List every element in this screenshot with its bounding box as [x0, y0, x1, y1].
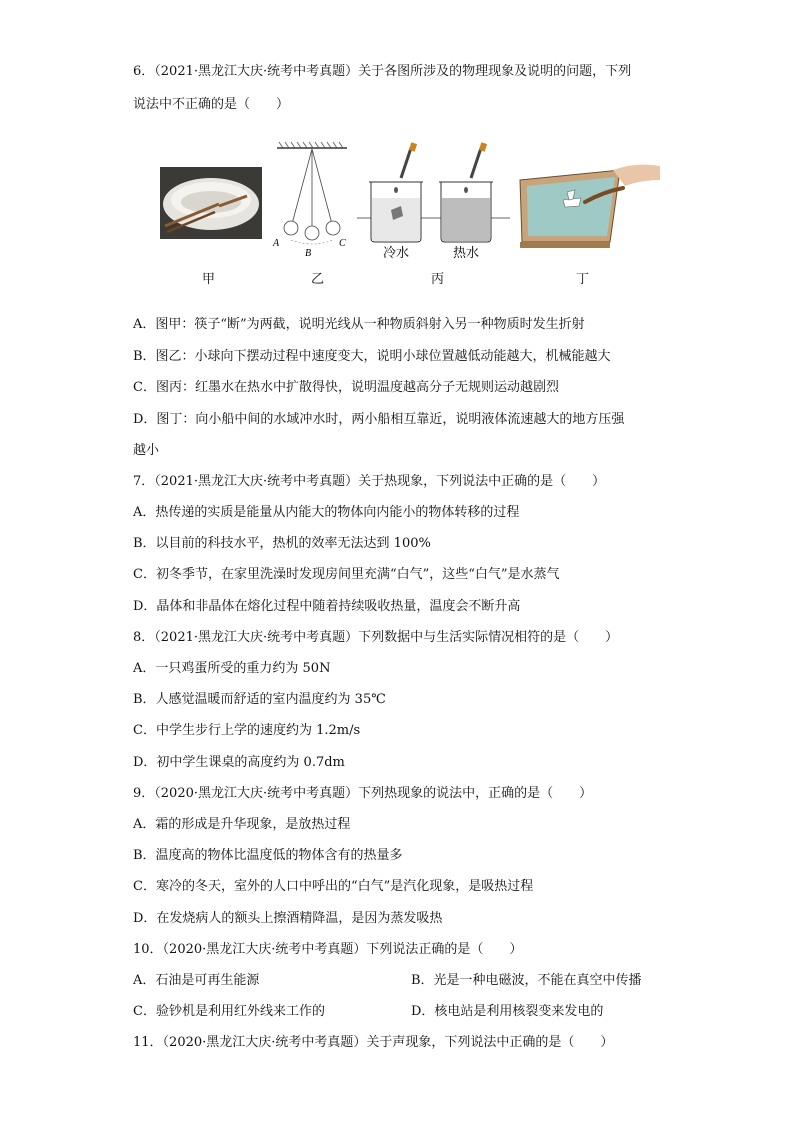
- pendulum-label-a: A: [273, 238, 280, 249]
- figure-caption-yi: 乙: [311, 272, 325, 287]
- q6-option-a: A．图甲：筷子“断”为两截，说明光线从一种物质斜射入另一种物质时发生折射: [133, 317, 585, 332]
- q10-options-row2: [133, 1002, 693, 1022]
- q10-options-row1: [133, 971, 693, 991]
- q9-option-d: D．在发烧病人的额头上擦酒精降温，是因为蒸发吸热: [133, 911, 443, 926]
- figure-ding-water-tank: [520, 165, 660, 248]
- q9-option-b: B．温度高的物体比温度低的物体含有的热量多: [133, 848, 403, 863]
- q8-option-b: B．人感觉温暖而舒适的室内温度约为 35℃: [133, 692, 386, 707]
- q9-option-a: A．霜的形成是升华现象，是放热过程: [133, 817, 351, 832]
- q6-stem-line1: 6．（2021·黑龙江大庆·统考中考真题）关于各图所涉及的物理现象及说明的问题，下列: [133, 64, 632, 79]
- q10-option-b: B．光是一种电磁波，不能在真空中传播: [411, 973, 642, 988]
- figure-jia-bowl-photo: [160, 167, 262, 239]
- q10-option-a: A．石油是可再生能源: [133, 973, 260, 988]
- q7-option-c: C．初冬季节，在家里洗澡时发现房间里充满“白气”，这些“白气”是水蒸气: [133, 567, 560, 582]
- figure-bing-beakers: [357, 142, 510, 261]
- q6-stem-line2: 说法中不正确的是（ ）: [133, 97, 290, 112]
- figure-caption-ding: 丁: [576, 272, 590, 287]
- q8-stem: 8．（2021·黑龙江大庆·统考中考真题）下列数据中与生活实际情况相符的是（ ）: [133, 630, 619, 645]
- pendulum-label-b: B: [305, 248, 312, 259]
- figure-caption-bing: 丙: [431, 272, 445, 287]
- q7-option-a: A．热传递的实质是能量从内能大的物体向内能小的物体转移的过程: [133, 505, 520, 520]
- q10-option-c: C．验钞机是利用红外线来工作的: [133, 1004, 325, 1019]
- q8-option-c: C．中学生步行上学的速度约为 1.2m/s: [133, 723, 361, 738]
- q8-option-d: D．初中学生课桌的高度约为 0.7dm: [133, 755, 345, 770]
- beaker-label-cold: 冷水: [383, 246, 410, 261]
- figure-yi-pendulum: [272, 142, 347, 259]
- figure-caption-jia: 甲: [202, 272, 216, 287]
- q6-option-d-line2: 越小: [133, 443, 160, 458]
- q11-stem: 11．（2020·黑龙江大庆·统考中考真题）关于声现象，下列说法中正确的是（ ）: [133, 1035, 614, 1050]
- q10-option-d: D．核电站是利用核裂变来发电的: [411, 1004, 604, 1019]
- pendulum-label-c: C: [339, 238, 346, 249]
- q8-option-a: A．一只鸡蛋所受的重力约为 50N: [133, 661, 331, 676]
- q6-option-d-line1: D．图丁：向小船中间的水域冲水时，两小船相互靠近，说明液体流速越大的地方压强: [133, 412, 625, 427]
- q6-figures: [155, 140, 675, 290]
- q10-stem: 10．（2020·黑龙江大庆·统考中考真题）下列说法正确的是（ ）: [133, 942, 523, 957]
- q6-option-c: C．图丙：红墨水在热水中扩散得快，说明温度越高分子无规则运动越剧烈: [133, 380, 559, 395]
- q7-option-b: B．以目前的科技水平，热机的效率无法达到 100%: [133, 536, 431, 551]
- q7-stem: 7．（2021·黑龙江大庆·统考中考真题）关于热现象，下列说法中正确的是（ ）: [133, 474, 606, 489]
- q6-option-b: B．图乙：小球向下摆动过程中速度变大，说明小球位置越低动能越大，机械能越大: [133, 349, 611, 364]
- beaker-label-hot: 热水: [453, 246, 480, 261]
- q7-option-d: D．晶体和非晶体在熔化过程中随着持续吸收热量，温度会不断升高: [133, 599, 521, 614]
- q9-stem: 9．（2020·黑龙江大庆·统考中考真题）下列热现象的说法中，正确的是（ ）: [133, 786, 593, 801]
- q9-option-c: C．寒冷的冬天，室外的人口中呼出的“白气”是汽化现象，是吸热过程: [133, 879, 534, 894]
